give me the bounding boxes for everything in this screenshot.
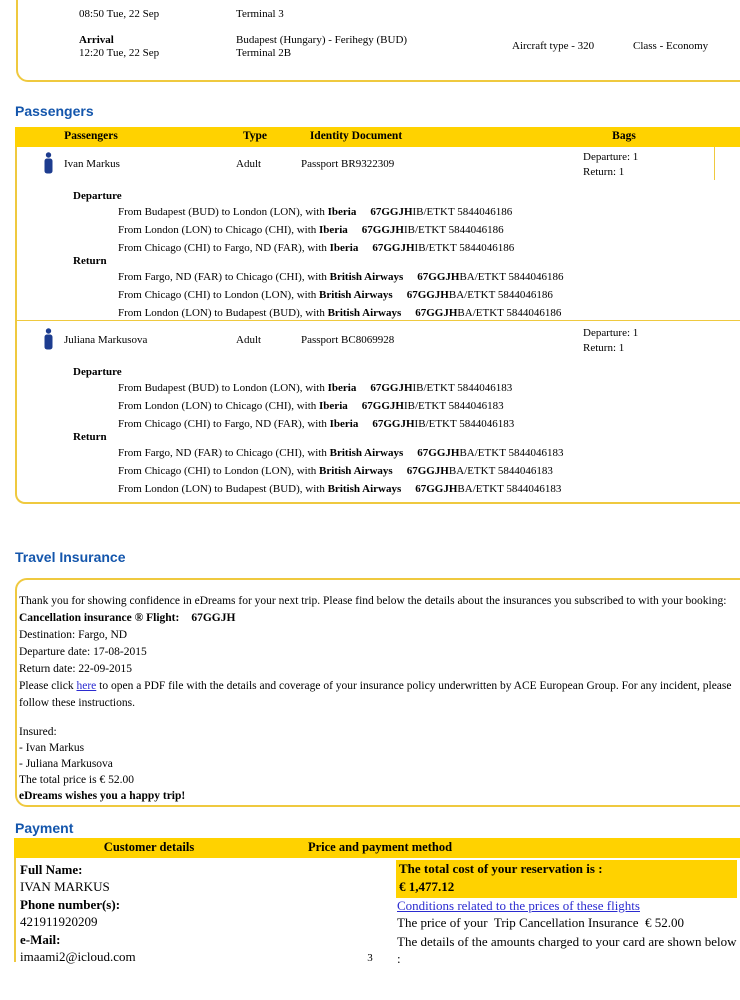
policy-code: 67GGJH <box>191 612 236 624</box>
booking-code: 67GGJH <box>406 465 449 477</box>
flight-line <box>118 224 504 236</box>
insurance-policy <box>19 612 235 624</box>
insurance-destination: Destination: Fargo, ND <box>19 629 128 641</box>
phone-label: Phone number(s): <box>20 897 121 912</box>
passenger-icon <box>43 152 54 175</box>
etkt-number: BA/ETKT 5844046183 <box>448 465 553 477</box>
payment-table-header <box>14 838 740 858</box>
booking-code: 67GGJH <box>417 271 460 283</box>
return-label: Return <box>73 431 107 443</box>
passenger-icon <box>43 328 54 351</box>
etkt-number: BA/ETKT 5844046183 <box>457 483 562 495</box>
airline-name: Iberia <box>319 400 348 412</box>
etkt-number: BA/ETKT 5844046186 <box>459 271 564 283</box>
departure-label: Departure <box>73 366 122 378</box>
airline-name: Iberia <box>327 382 357 394</box>
flight-line <box>118 483 561 495</box>
booking-code: 67GGJH <box>406 289 449 301</box>
insurance-pdf-line <box>19 680 732 692</box>
conditions-link[interactable]: Conditions related to the prices of these flights <box>397 898 640 913</box>
pdf-link[interactable]: here <box>76 680 97 692</box>
flight-line <box>118 307 561 319</box>
bags-return: Return: 1 <box>583 166 625 178</box>
route-text: From Fargo, ND (FAR) to Chicago (CHI), with <box>118 447 330 459</box>
insured-person: - Ivan Markus <box>19 742 85 754</box>
total-cost-value: € 1,477.12 <box>399 879 455 894</box>
flight-line <box>118 382 512 394</box>
route-text: From Budapest (BUD) to London (LON), with <box>118 382 328 394</box>
flight-line <box>118 418 514 430</box>
passenger-document: Passport BC8069928 <box>301 334 395 346</box>
insurance-intro: Thank you for showing confidence in eDreams for your next trip. Please find below the details about the insurances you subscribed to with your booking: <box>19 595 727 607</box>
route-text: From London (LON) to Budapest (BUD), with <box>118 483 328 495</box>
bags-column-divider <box>714 147 715 180</box>
departure-label: Departure <box>73 190 122 202</box>
airline-name: Iberia <box>329 418 359 430</box>
col-price-method: Price and payment method <box>307 840 453 854</box>
etkt-number: IB/ETKT 5844046183 <box>403 400 504 412</box>
col-passengers: Passengers <box>64 130 118 142</box>
bags-return: Return: 1 <box>583 342 625 354</box>
etkt-number: IB/ETKT 5844046183 <box>412 382 513 394</box>
happy-trip-line: eDreams wishes you a happy trip! <box>19 790 186 802</box>
passenger-name: Ivan Markus <box>64 158 120 170</box>
page-number: 3 <box>367 952 373 964</box>
passenger-type: Adult <box>236 158 262 170</box>
phone-value: 421911920209 <box>20 914 98 929</box>
policy-label: Cancellation insurance ® Flight: <box>19 612 180 624</box>
airline-name: British Airways <box>329 271 404 283</box>
passenger-row-divider <box>15 320 740 321</box>
arrival-terminal: Terminal 2B <box>236 47 292 59</box>
payment-left-border <box>14 858 16 962</box>
airline-name: Iberia <box>319 224 348 236</box>
etkt-number: IB/ETKT 5844046183 <box>414 418 515 430</box>
insured-label: Insured: <box>19 726 57 738</box>
airline-name: British Airways <box>327 483 402 495</box>
flight-line <box>118 289 553 301</box>
col-customer-details: Customer details <box>103 840 195 854</box>
col-identity: Identity Document <box>309 130 403 142</box>
pdf-line-post: to open a PDF file with the details and coverage of your insurance policy underwritten by ACE European Group. For any incident, please <box>96 680 732 692</box>
insurance-total-price: The total price is € 52.00 <box>19 774 134 786</box>
full-name-value: IVAN MARKUS <box>20 879 110 894</box>
insured-person: - Juliana Markusova <box>19 758 113 770</box>
passenger-document: Passport BR9322309 <box>301 158 395 170</box>
route-text: From Chicago (CHI) to London (LON), with <box>118 465 320 477</box>
booking-code: 67GGJH <box>415 307 458 319</box>
etkt-number: BA/ETKT 5844046183 <box>459 447 564 459</box>
flight-line <box>118 447 563 459</box>
airline-name: Iberia <box>327 206 357 218</box>
bags-departure: Departure: 1 <box>583 327 639 339</box>
total-cost-label: The total cost of your reservation is : <box>399 861 603 876</box>
etkt-number: IB/ETKT 5844046186 <box>412 206 513 218</box>
insurance-heading: Travel Insurance <box>15 549 126 565</box>
payment-heading: Payment <box>15 820 74 836</box>
return-label: Return <box>73 255 107 267</box>
route-text: From Fargo, ND (FAR) to Chicago (CHI), with <box>118 271 330 283</box>
flight-line <box>118 242 514 254</box>
etkt-number: BA/ETKT 5844046186 <box>457 307 562 319</box>
airline-name: Iberia <box>329 242 359 254</box>
card-details-line: The details of the amounts charged to your card are shown below : <box>397 934 737 966</box>
booking-code: 67GGJH <box>415 483 458 495</box>
passenger-type: Adult <box>236 334 262 346</box>
route-text: From Chicago (CHI) to Fargo, ND (FAR), with <box>118 418 330 430</box>
airline-name: British Airways <box>319 465 393 477</box>
passengers-heading: Passengers <box>15 103 94 119</box>
email-value: imaami2@icloud.com <box>20 949 136 964</box>
col-bags: Bags <box>612 130 636 142</box>
insurance-return-date: Return date: 22-09-2015 <box>19 663 133 675</box>
departure-time: 08:50 Tue, 22 Sep <box>79 8 160 20</box>
full-name-label: Full Name: <box>20 862 83 877</box>
col-type: Type <box>242 130 268 142</box>
passenger-name: Juliana Markusova <box>64 334 148 346</box>
airline-name: British Airways <box>327 307 402 319</box>
etkt-number: BA/ETKT 5844046186 <box>448 289 553 301</box>
etkt-number: IB/ETKT 5844046186 <box>414 242 515 254</box>
flight-line <box>118 206 512 218</box>
arrival-airport: Budapest (Hungary) - Ferihegy (BUD) <box>236 34 408 46</box>
booking-code: 67GGJH <box>370 206 413 218</box>
booking-code: 67GGJH <box>372 242 415 254</box>
pdf-line-pre: Please click <box>19 680 77 692</box>
booking-code: 67GGJH <box>417 447 460 459</box>
bags-departure: Departure: 1 <box>583 151 639 163</box>
email-label: e-Mail: <box>20 932 61 947</box>
route-text: From Chicago (CHI) to London (LON), with <box>118 289 320 301</box>
insurance-departure-date: Departure date: 17-08-2015 <box>19 646 147 658</box>
booking-code: 67GGJH <box>370 382 413 394</box>
passengers-table-header <box>15 127 740 147</box>
flight-line <box>118 400 504 412</box>
etkt-number: IB/ETKT 5844046186 <box>403 224 504 236</box>
route-text: From Budapest (BUD) to London (LON), with <box>118 206 328 218</box>
booking-code: 67GGJH <box>361 224 404 236</box>
insurance-pdf-line2: follow these instructions. <box>19 697 135 709</box>
arrival-label: Arrival <box>79 34 114 46</box>
departure-terminal: Terminal 3 <box>236 8 284 20</box>
airline-name: British Airways <box>329 447 404 459</box>
flight-line <box>118 271 563 283</box>
booking-code: 67GGJH <box>361 400 404 412</box>
insurance-price-line: The price of your Trip Cancellation Insurance € 52.00 <box>397 915 685 930</box>
aircraft-type: Aircraft type - 320 <box>512 40 595 52</box>
booking-code: 67GGJH <box>372 418 415 430</box>
route-text: From Chicago (CHI) to Fargo, ND (FAR), with <box>118 242 330 254</box>
cabin-class: Class - Economy <box>633 40 709 52</box>
route-text: From London (LON) to Budapest (BUD), with <box>118 307 328 319</box>
route-text: From London (LON) to Chicago (CHI), with <box>118 400 320 412</box>
flight-line <box>118 465 553 477</box>
arrival-time: 12:20 Tue, 22 Sep <box>79 47 160 59</box>
airline-name: British Airways <box>319 289 393 301</box>
route-text: From London (LON) to Chicago (CHI), with <box>118 224 320 236</box>
